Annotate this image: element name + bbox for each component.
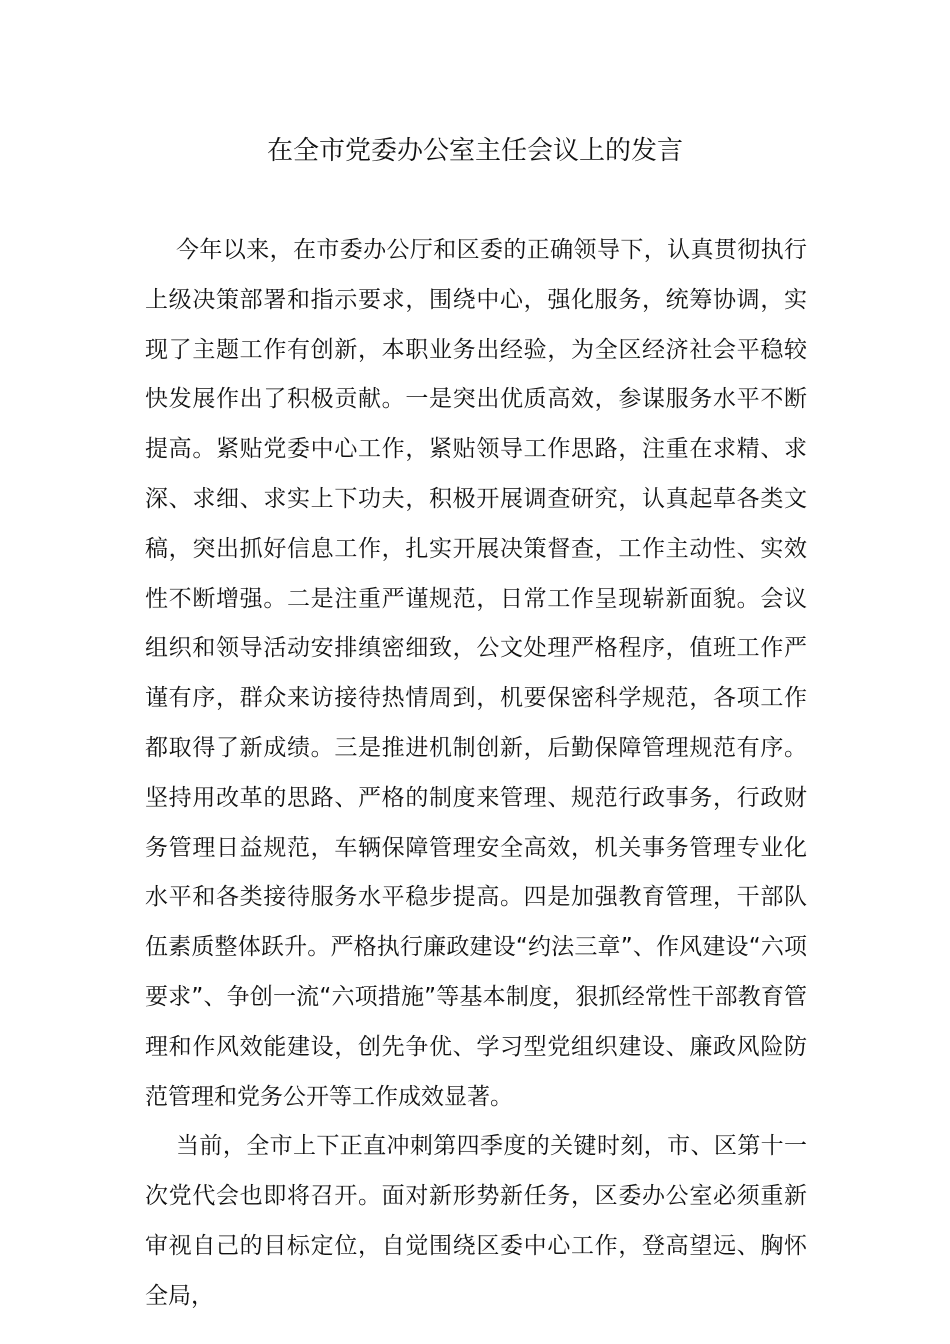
document-body (145, 226, 807, 1322)
paragraph-1: 今年以来，在市委办公厅和区委的正确领导下，认真贯彻执行上级决策部署和指示要求，围绕中心，强化服务，统筹协调，实现了主题工作有创新，本职业务出经验，为全区经济社会平稳较快发展作出了积极贡献。一是突出优质高效，参谋服务水平不断提高。紧贴党委中心工作，紧贴领导工作思路，注重在求精、求深、求细、求实上下功夫，积极开展调查研究，认真起草各类文稿，突出抓好信息工作，扎实开展决策督查，工作主动性、实效性不断增强。二是注重严谨规范，日常工作呈现崭新面貌。会议组织和领导活动安排缜密细致，公文处理严格程序，值班工作严谨有序，群众来访接待热情周到，机要保密科学规范，各项工作都取得了新成绩。三是推进机制创新，后勤保障管理规范有序。坚持用改革的思路、严格的制度来管理、规范行政事务，行政财务管理日益规范，车辆保障管理安全高效，机关事务管理专业化水平和各类接待服务水平稳步提高。四是加强教育管理，干部队伍素质整体跃升。严格执行廉政建设“约法三章”、作风建设“六项要求”、争创一流“六项措施”等基本制度，狠抓经常性干部教育管理和作风效能建设，创先争优、学习型党组织建设、廉政风险防范管理和党务公开等工作成效显著。 (145, 237, 807, 1110)
paragraph-2: 当前，全市上下正直冲刺第四季度的关键时刻，市、区第十一次党代会也即将召开。面对新形势新任务，区委办公室必须重新审视自己的目标定位，自觉围绕区委中心工作，登高望远、胸怀全局， (145, 1133, 807, 1309)
document-title: 在全市党委办公室主任会议上的发言 (266, 136, 683, 166)
